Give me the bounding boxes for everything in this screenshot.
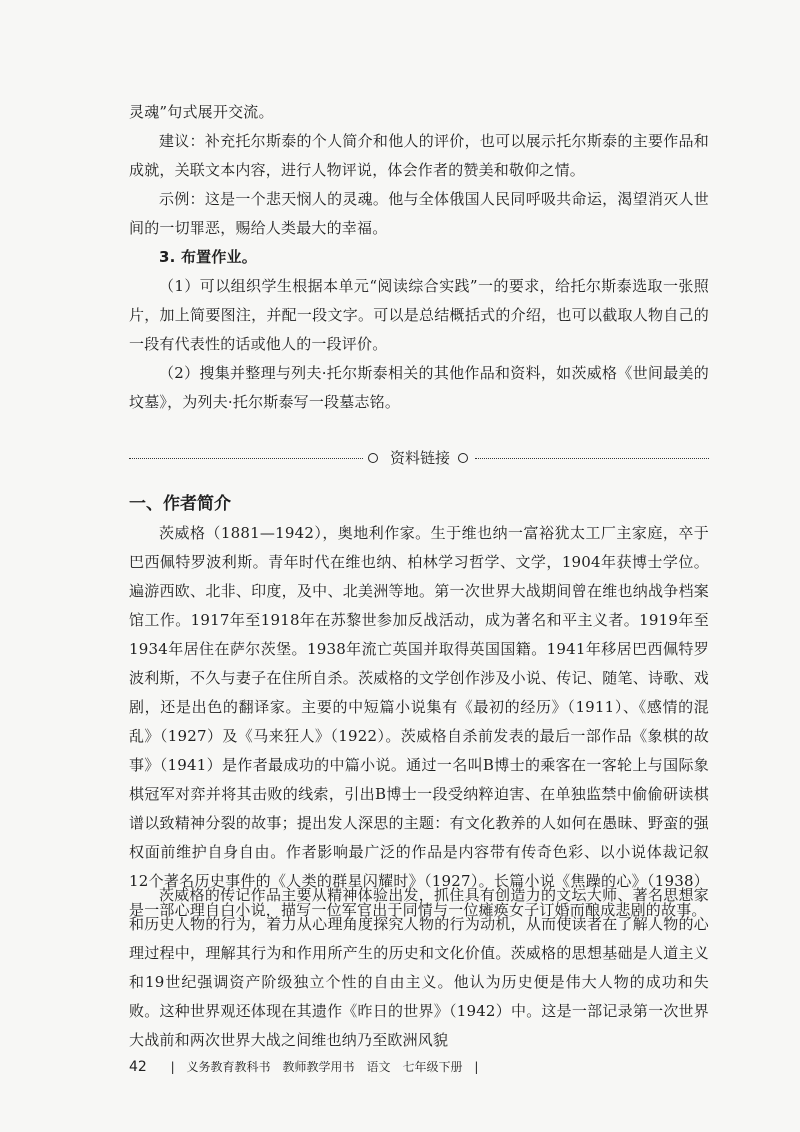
paragraph-example: 示例：这是一个悲天悯人的灵魂。他与全体俄国人民同呼吸共命运，渴望消灭人世间的一切罪恶，赐给人类最大的幸福。 — [129, 190, 709, 237]
footer-separator: | — [170, 1060, 175, 1074]
resource-link-divider — [129, 446, 709, 470]
page-footer — [129, 1057, 486, 1077]
paragraph-author-bio: 茨威格（1881—1942），奥地利作家。生于维也纳一富裕犹太工厂主家庭，卒于巴西佩特罗波利斯。青年时代在维也纳、柏林学习哲学、文学，1904年获博士学位。遍游西欧、北非、印度，及中、北美洲等地。第一次世界大战期间曾在维也纳战争档案馆工作。1917年至1918年在苏黎世参加反战活动，成为著名和平主义者。1919年至1934年居住在萨尔茨堡。1938年流亡英国并取得英国国籍。1941年移居巴西佩特罗波利斯，不久与妻子在住所自杀。茨威格的文学创作涉及小说、传记、随笔、诗歌、戏剧，还是出色的翻译家。主要的中短篇小说集有《最初的经历》（1911）、《感情的混乱》（1927）及《马来狂人》（1922）。茨威格自杀前发表的最后一部作品《象棋的故事》（1941）是作者最成功的中篇小说。通过一名叫B博士的乘客在一客轮上与国际象棋冠军对弈并将其击败的线索，引出B博士一段受纳粹迫害、在单独监禁中偷偷研读棋谱以致精神分裂的故事；提出发人深思的主题：有文化教养的人如何在愚昧、野蛮的强权面前维护自身自由。作者影响最广泛的作品是内容带有传奇色彩、以小说体裁记叙12个著名历史事件的《人类的群星闪耀时》（1927）。长篇小说《焦躁的心》（1938）是一部心理自白小说，描写一位军官出于同情与一位瘫痪女子订婚而酿成悲剧的故事。 — [129, 524, 709, 919]
section-title-author-intro: 一、作者简介 — [129, 494, 231, 514]
footer-separator: | — [474, 1060, 479, 1074]
book-title: 义务教育教科书 教师教学用书 语文 七年级下册 — [186, 1060, 463, 1074]
divider-line-left — [129, 458, 363, 459]
circle-icon — [458, 453, 468, 463]
page-number: 42 — [129, 1059, 147, 1075]
divider-label: 资料链接 — [389, 449, 450, 467]
paragraph-continuation: 灵魂”句式展开交流。 — [129, 103, 274, 121]
paragraph-suggestion: 建议：补充托尔斯泰的个人简介和他人的评价，也可以展示托尔斯泰的主要作品和成就，关联文本内容，进行人物评说，体会作者的赞美和敬仰之情。 — [129, 132, 709, 179]
divider-line-right — [475, 458, 709, 459]
circle-icon — [368, 453, 378, 463]
paragraph-homework-1: （1）可以组织学生根据本单元“阅读综合实践”一的要求，给托尔斯泰选取一张照片，加上简要图注，并配一段文字。可以是总结概括式的介绍，也可以截取人物自己的一段有代表性的话或他人的一段评价。 — [129, 277, 709, 353]
paragraph-homework-2: （2）搜集并整理与列夫·托尔斯泰相关的其他作品和资料，如茨威格《世间最美的坟墓》，为列夫·托尔斯泰写一段墓志铭。 — [129, 364, 709, 411]
heading-assign-homework: 3. 布置作业。 — [159, 248, 257, 266]
paragraph-author-works: 茨威格的传记作品主要从精神体验出发，抓住具有创造力的文坛大师、著名思想家和历史人物的行为，着力从心理角度探究人物的行为动机，从而使读者在了解人物的心理过程中，理解其行为和作用所产生的历史和文化价值。茨威格的思想基础是人道主义和19世纪强调资产阶级独立个性的自由主义。他认为历史便是伟大人物的成功和失败。这种世界观还体现在其遗作《昨日的世界》（1942）中。这是一部记录第一次世界大战前和两次世界大战之间维也纳乃至欧洲风貌 — [129, 886, 709, 1049]
